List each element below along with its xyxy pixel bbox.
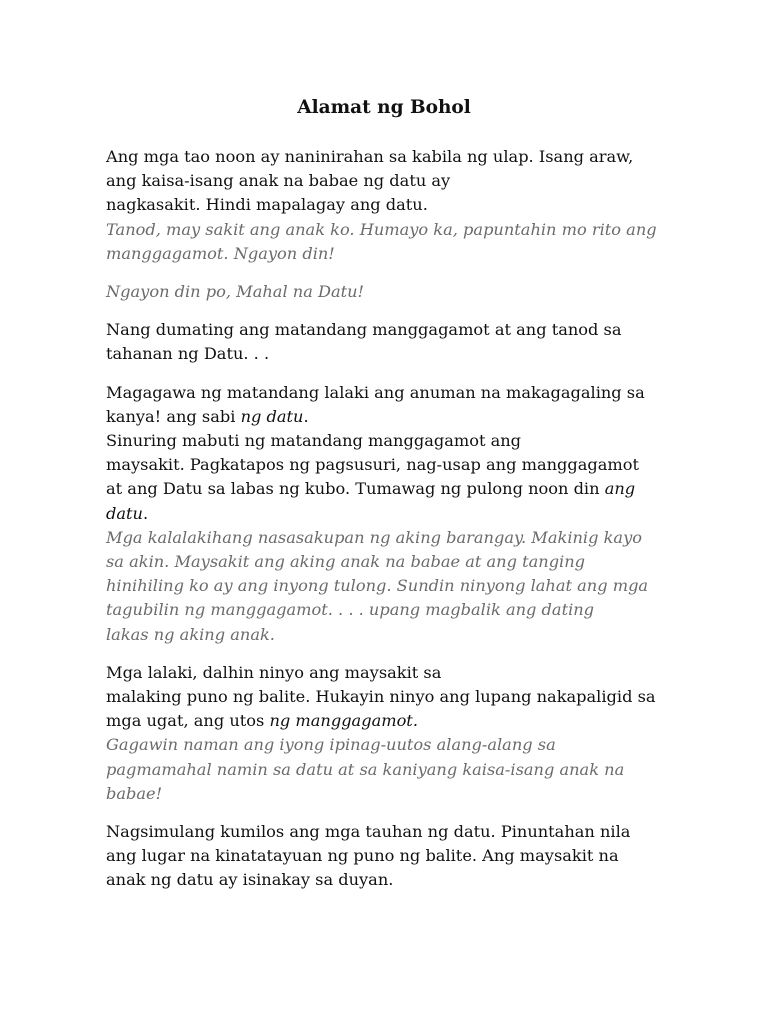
emphasis-fragment: ng datu [240,406,304,426]
text-line: nagkasakit. Hindi mapalagay ang datu. [106,195,428,215]
paragraph-5 [106,661,696,806]
text-line: malaking puno ng balite. Hukayin ninyo ang lupang nakapaligid sa [106,687,656,707]
text-fragment: . [303,406,309,426]
text-fragment: mga ugat, ang utos [106,711,270,731]
text-line [106,502,696,526]
text-line: anak ng datu ay isinakay sa duyan. [106,870,394,890]
text-line: Magagawa ng matandang lalaki ang anuman na makagagaling sa [106,382,645,402]
text-line: Ang mga tao noon ay naninirahan sa kabila ng ulap. Isang araw, [106,147,634,166]
dialogue-line: lakas ng aking anak. [106,624,275,644]
paragraph-4 [106,381,696,647]
emphasis-fragment: datu [106,503,143,523]
emphasis-fragment: ang [604,479,636,499]
dialogue-line: Tanod, may sakit ang anak ko. Humayo ka, papuntahin mo rito ang [106,219,657,239]
dialogue-line: Mga kalalakihang nasasakupan ng aking barangay. Makinig kayo [106,527,642,547]
dialogue-line: Ngayon din po, Mahal na Datu! [106,282,365,302]
text-fragment: . [142,503,149,523]
text-line [106,709,696,733]
paragraph-1 [106,145,696,266]
paragraph-3 [106,318,696,366]
dialogue-line: pagmamahal namin sa datu at sa kaniyang kaisa-isang anak na [106,759,625,779]
story-body [106,145,696,907]
dialogue-line: babae! [106,783,163,803]
page-title: Alamat ng Bohol [297,97,471,118]
emphasis-fragment: ng manggagamot. [269,711,418,731]
dialogue-line: manggagamot. Ngayon din! [106,243,335,263]
text-line: Mga lalaki, dalhin ninyo ang maysakit sa [106,662,442,682]
text-line: Sinuring mabuti ng matandang manggagamot ang [106,431,522,451]
text-line: tahanan ng Datu. . . [106,344,270,364]
text-line: ang lugar na kinatatayuan ng puno ng balite. Ang maysakit na [106,846,619,866]
text-line [106,405,696,429]
text-fragment: at ang Datu sa labas ng kubo. Tumawag ng pulong noon din [106,479,605,499]
text-line: Nang dumating ang matandang manggagamot at ang tanod sa [106,320,622,340]
paragraph-2 [106,280,696,304]
text-line: Nagsimulang kumilos ang mga tauhan ng datu. Pinuntahan nila [106,822,631,842]
dialogue-line: hinihiling ko ay ang inyong tulong. Sundin ninyong lahat ang mga [106,576,649,596]
text-fragment: kanya! ang sabi [106,406,241,426]
dialogue-line: Gagawin naman ang iyong ipinag-uutos alang-alang sa [106,735,556,755]
text-line [106,477,696,501]
text-line: ang kaisa-isang anak na babae ng datu ay [106,171,451,191]
text-line: maysakit. Pagkatapos ng pagsusuri, nag-usap ang manggagamot [106,455,640,475]
paragraph-6 [106,820,696,893]
dialogue-line: tagubilin ng manggagamot. . . . upang magbalik ang dating [106,600,595,620]
dialogue-line: sa akin. Maysakit ang aking anak na babae at ang tanging [106,552,586,572]
